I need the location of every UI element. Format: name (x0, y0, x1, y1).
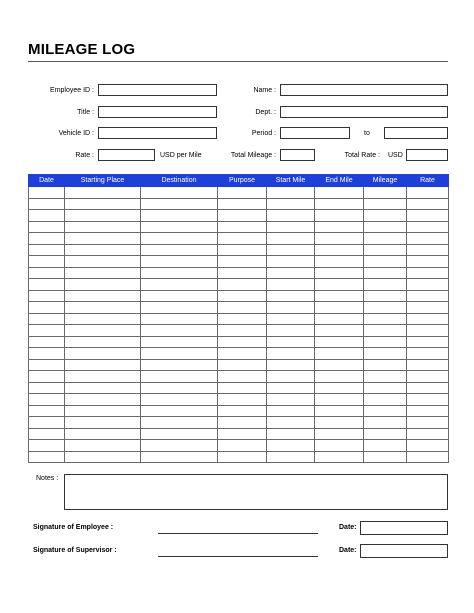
table-row (29, 359, 449, 371)
table-cell[interactable] (407, 451, 449, 463)
table-header-row (29, 175, 449, 187)
table-cell[interactable] (218, 256, 267, 268)
rate-unit-label: USD per Mile (160, 152, 202, 159)
table-cell[interactable] (218, 313, 267, 325)
table-cell[interactable] (364, 405, 407, 417)
table-cell[interactable] (364, 428, 407, 440)
table-cell[interactable] (218, 279, 267, 291)
table-cell[interactable] (267, 290, 315, 302)
table-cell[interactable] (218, 198, 267, 210)
table-cell[interactable] (218, 451, 267, 463)
employee-id-field[interactable] (98, 84, 217, 96)
total-rate-label: Total Rate : (344, 152, 380, 159)
period-label: Period : (251, 130, 276, 137)
table-cell[interactable] (141, 359, 218, 371)
table-row (29, 440, 449, 452)
table-cell[interactable] (315, 359, 364, 371)
table-cell[interactable] (218, 187, 267, 199)
table-cell[interactable] (364, 279, 407, 291)
table-cell[interactable] (29, 187, 65, 199)
table-cell[interactable] (315, 348, 364, 360)
table-cell[interactable] (407, 336, 449, 348)
table-cell[interactable] (267, 256, 315, 268)
table-cell[interactable] (29, 244, 65, 256)
table-cell[interactable] (407, 405, 449, 417)
table-cell[interactable] (141, 198, 218, 210)
table-cell[interactable] (29, 210, 65, 222)
table-cell[interactable] (65, 279, 141, 291)
table-cell[interactable] (29, 313, 65, 325)
column-header-mileage: Mileage (364, 175, 407, 187)
table-cell[interactable] (141, 221, 218, 233)
name-label: Name : (253, 87, 276, 94)
table-cell[interactable] (141, 371, 218, 383)
table-row (29, 256, 449, 268)
table-cell[interactable] (364, 348, 407, 360)
table-cell[interactable] (407, 267, 449, 279)
table-cell[interactable] (141, 302, 218, 314)
table-cell[interactable] (141, 313, 218, 325)
table-cell[interactable] (407, 325, 449, 337)
table-row (29, 187, 449, 199)
table-cell[interactable] (364, 267, 407, 279)
table-cell[interactable] (407, 187, 449, 199)
table-row (29, 348, 449, 360)
table-cell[interactable] (267, 440, 315, 452)
table-row (29, 267, 449, 279)
table-cell[interactable] (267, 210, 315, 222)
table-cell[interactable] (29, 267, 65, 279)
table-cell[interactable] (218, 359, 267, 371)
table-body (29, 187, 449, 463)
table-cell[interactable] (267, 382, 315, 394)
table-cell[interactable] (65, 290, 141, 302)
table-cell[interactable] (218, 405, 267, 417)
table-cell[interactable] (364, 336, 407, 348)
table-cell[interactable] (267, 325, 315, 337)
table-row (29, 405, 449, 417)
table-cell[interactable] (29, 440, 65, 452)
table-row (29, 325, 449, 337)
table-cell[interactable] (141, 348, 218, 360)
table-cell[interactable] (218, 210, 267, 222)
table-cell[interactable] (141, 279, 218, 291)
total-mileage-label: Total Mileage : (230, 152, 276, 159)
table-row (29, 279, 449, 291)
table-cell[interactable] (29, 290, 65, 302)
table-cell[interactable] (29, 371, 65, 383)
column-header-start-mile: Start Mile (267, 175, 315, 187)
table-cell[interactable] (267, 348, 315, 360)
table-cell[interactable] (315, 267, 364, 279)
table-cell[interactable] (315, 428, 364, 440)
table-cell[interactable] (29, 336, 65, 348)
table-cell[interactable] (267, 302, 315, 314)
table-cell[interactable] (407, 210, 449, 222)
table-cell[interactable] (315, 244, 364, 256)
table-cell[interactable] (267, 417, 315, 429)
table-cell[interactable] (141, 233, 218, 245)
table-cell[interactable] (364, 325, 407, 337)
name-field[interactable] (280, 84, 448, 96)
table-cell[interactable] (407, 244, 449, 256)
table-cell[interactable] (29, 325, 65, 337)
table-cell[interactable] (141, 440, 218, 452)
table-cell[interactable] (407, 382, 449, 394)
table-cell[interactable] (407, 221, 449, 233)
table-cell[interactable] (29, 394, 65, 406)
table-cell[interactable] (29, 417, 65, 429)
table-cell[interactable] (65, 336, 141, 348)
table-cell[interactable] (65, 348, 141, 360)
title-field[interactable] (98, 106, 217, 118)
table-cell[interactable] (267, 221, 315, 233)
table-cell[interactable] (29, 348, 65, 360)
table-cell[interactable] (364, 198, 407, 210)
table-cell[interactable] (218, 382, 267, 394)
table-row (29, 313, 449, 325)
table-cell[interactable] (218, 417, 267, 429)
table-cell[interactable] (267, 359, 315, 371)
supervisor-date-field[interactable] (360, 544, 448, 558)
table-row (29, 428, 449, 440)
table-cell[interactable] (141, 405, 218, 417)
table-cell[interactable] (407, 394, 449, 406)
table-cell[interactable] (65, 428, 141, 440)
table-cell[interactable] (315, 394, 364, 406)
table-cell[interactable] (65, 302, 141, 314)
table-cell[interactable] (141, 394, 218, 406)
employee-signature-label: Signature of Employee : (33, 524, 114, 531)
table-cell[interactable] (267, 313, 315, 325)
table-cell[interactable] (29, 302, 65, 314)
table-cell[interactable] (141, 451, 218, 463)
table-cell[interactable] (141, 382, 218, 394)
rate-label: Rate : (75, 152, 94, 159)
table-cell[interactable] (218, 233, 267, 245)
period-end-field[interactable] (384, 127, 448, 139)
table-cell[interactable] (407, 313, 449, 325)
table-cell[interactable] (65, 244, 141, 256)
table-cell[interactable] (218, 348, 267, 360)
table-cell[interactable] (315, 382, 364, 394)
table-cell[interactable] (218, 302, 267, 314)
table-cell[interactable] (364, 187, 407, 199)
table-row (29, 382, 449, 394)
table-cell[interactable] (267, 336, 315, 348)
table-cell[interactable] (315, 302, 364, 314)
total-rate-field[interactable] (406, 149, 448, 161)
table-cell[interactable] (315, 313, 364, 325)
table-cell[interactable] (267, 279, 315, 291)
column-header-starting-place: Starting Place (65, 175, 141, 187)
table-cell[interactable] (364, 394, 407, 406)
table-cell[interactable] (141, 244, 218, 256)
table-cell[interactable] (65, 405, 141, 417)
table-cell[interactable] (407, 279, 449, 291)
column-header-destination: Destination (141, 175, 218, 187)
vehicle-id-label: Vehicle ID : (58, 130, 94, 137)
table-cell[interactable] (315, 451, 364, 463)
table-cell[interactable] (407, 417, 449, 429)
table-cell[interactable] (218, 336, 267, 348)
table-cell[interactable] (141, 210, 218, 222)
supervisor-date-label: Date: (339, 547, 357, 554)
table-cell[interactable] (29, 359, 65, 371)
table-cell[interactable] (315, 279, 364, 291)
supervisor-signature-label: Signature of Supervisor : (33, 547, 117, 554)
table-cell[interactable] (65, 440, 141, 452)
table-cell[interactable] (315, 290, 364, 302)
table-cell[interactable] (218, 371, 267, 383)
employee-date-label: Date: (339, 524, 357, 531)
table-cell[interactable] (267, 233, 315, 245)
table-cell[interactable] (407, 256, 449, 268)
table-cell[interactable] (315, 371, 364, 383)
table-cell[interactable] (364, 210, 407, 222)
vehicle-id-field[interactable] (98, 127, 217, 139)
page-title: MILEAGE LOG (28, 41, 136, 58)
table-cell[interactable] (407, 440, 449, 452)
table-cell[interactable] (267, 428, 315, 440)
table-row (29, 394, 449, 406)
table-cell[interactable] (65, 359, 141, 371)
table-cell[interactable] (65, 198, 141, 210)
table-row (29, 417, 449, 429)
table-cell[interactable] (364, 302, 407, 314)
column-header-rate: Rate (407, 175, 449, 187)
title-divider (28, 61, 448, 62)
table-cell[interactable] (65, 210, 141, 222)
table-cell[interactable] (267, 394, 315, 406)
table-cell[interactable] (141, 256, 218, 268)
table-cell[interactable] (315, 221, 364, 233)
table-cell[interactable] (218, 244, 267, 256)
table-cell[interactable] (29, 451, 65, 463)
notes-label: Notes : (36, 475, 59, 482)
table-cell[interactable] (65, 267, 141, 279)
table-cell[interactable] (267, 371, 315, 383)
employee-signature-line[interactable] (158, 533, 318, 534)
table-cell[interactable] (267, 405, 315, 417)
table-row (29, 451, 449, 463)
table-cell[interactable] (29, 198, 65, 210)
table-cell[interactable] (364, 451, 407, 463)
title-label: Title : (77, 109, 94, 116)
table-cell[interactable] (315, 336, 364, 348)
table-row (29, 221, 449, 233)
table-cell[interactable] (364, 256, 407, 268)
table-row (29, 244, 449, 256)
table-cell[interactable] (65, 313, 141, 325)
table-cell[interactable] (364, 440, 407, 452)
table-cell[interactable] (267, 187, 315, 199)
table-cell[interactable] (29, 221, 65, 233)
table-cell[interactable] (65, 394, 141, 406)
table-row (29, 198, 449, 210)
table-cell[interactable] (65, 451, 141, 463)
dept-label: Dept. : (255, 109, 276, 116)
table-cell[interactable] (267, 267, 315, 279)
table-cell[interactable] (407, 359, 449, 371)
table-cell[interactable] (218, 325, 267, 337)
table-row (29, 371, 449, 383)
table-cell[interactable] (141, 428, 218, 440)
employee-id-label: Employee ID : (50, 87, 94, 94)
table-cell[interactable] (141, 336, 218, 348)
column-header-purpose: Purpose (218, 175, 267, 187)
table-cell[interactable] (29, 256, 65, 268)
table-cell[interactable] (407, 290, 449, 302)
table-cell[interactable] (267, 198, 315, 210)
table-cell[interactable] (315, 325, 364, 337)
table-cell[interactable] (65, 233, 141, 245)
table-cell[interactable] (267, 451, 315, 463)
table-cell[interactable] (407, 302, 449, 314)
table-cell[interactable] (364, 359, 407, 371)
table-cell[interactable] (65, 256, 141, 268)
table-cell[interactable] (29, 233, 65, 245)
table-cell[interactable] (65, 371, 141, 383)
table-cell[interactable] (364, 290, 407, 302)
table-cell[interactable] (315, 187, 364, 199)
table-row (29, 210, 449, 222)
table-cell[interactable] (407, 198, 449, 210)
table-cell[interactable] (315, 417, 364, 429)
notes-field[interactable] (64, 474, 448, 510)
table-cell[interactable] (141, 187, 218, 199)
period-to-label: to (364, 130, 370, 137)
table-cell[interactable] (315, 440, 364, 452)
table-cell[interactable] (218, 440, 267, 452)
table-cell[interactable] (29, 279, 65, 291)
table-cell[interactable] (407, 348, 449, 360)
table-cell[interactable] (315, 405, 364, 417)
table-cell[interactable] (364, 313, 407, 325)
table-cell[interactable] (407, 233, 449, 245)
table-cell[interactable] (364, 371, 407, 383)
table-cell[interactable] (141, 267, 218, 279)
rate-field[interactable] (98, 149, 155, 161)
table-cell[interactable] (315, 210, 364, 222)
dept-field[interactable] (280, 106, 448, 118)
table-cell[interactable] (141, 290, 218, 302)
total-mileage-field[interactable] (280, 149, 315, 161)
table-cell[interactable] (407, 428, 449, 440)
table-cell[interactable] (218, 428, 267, 440)
table-cell[interactable] (218, 290, 267, 302)
table-row (29, 302, 449, 314)
table-row (29, 233, 449, 245)
table-cell[interactable] (141, 325, 218, 337)
mileage-log-table (28, 174, 449, 463)
period-start-field[interactable] (280, 127, 350, 139)
table-cell[interactable] (218, 394, 267, 406)
table-cell[interactable] (65, 382, 141, 394)
table-cell[interactable] (267, 244, 315, 256)
column-header-end-mile: End Mile (315, 175, 364, 187)
table-cell[interactable] (29, 405, 65, 417)
table-cell[interactable] (29, 428, 65, 440)
table-cell[interactable] (364, 382, 407, 394)
table-cell[interactable] (141, 417, 218, 429)
column-header-date: Date (29, 175, 65, 187)
table-cell[interactable] (315, 198, 364, 210)
table-cell[interactable] (315, 233, 364, 245)
supervisor-signature-line[interactable] (158, 556, 318, 557)
table-row (29, 336, 449, 348)
table-cell[interactable] (218, 221, 267, 233)
table-cell[interactable] (407, 371, 449, 383)
table-cell[interactable] (315, 256, 364, 268)
table-cell[interactable] (65, 221, 141, 233)
employee-date-field[interactable] (360, 521, 448, 535)
table-cell[interactable] (364, 244, 407, 256)
table-cell[interactable] (65, 187, 141, 199)
table-cell[interactable] (65, 417, 141, 429)
table-row (29, 290, 449, 302)
table-cell[interactable] (65, 325, 141, 337)
total-rate-unit: USD (388, 152, 403, 159)
table-cell[interactable] (364, 417, 407, 429)
table-cell[interactable] (218, 267, 267, 279)
table-cell[interactable] (29, 382, 65, 394)
table-cell[interactable] (364, 233, 407, 245)
table-cell[interactable] (364, 221, 407, 233)
